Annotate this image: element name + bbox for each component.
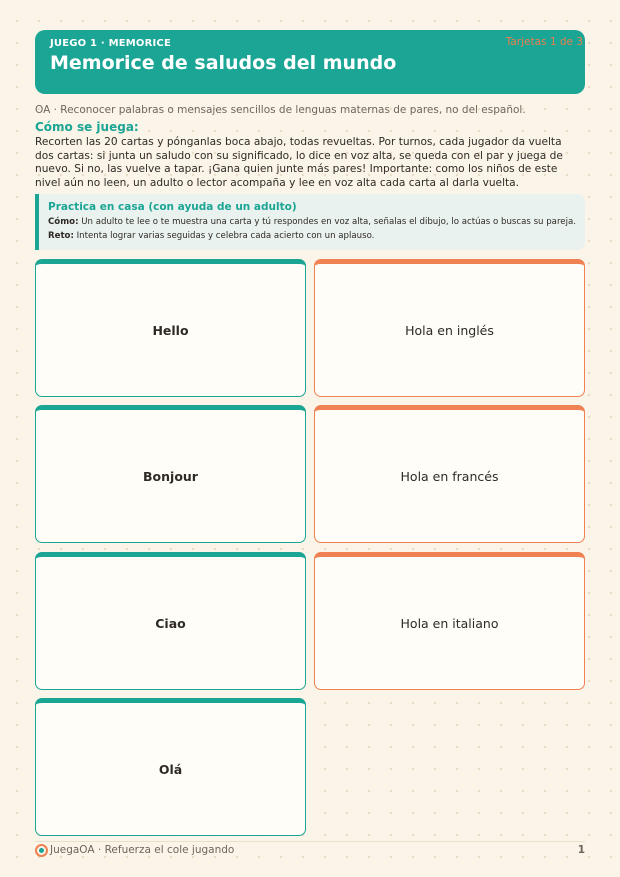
page-title: Memorice de saludos del mundo [50, 52, 397, 74]
practice-challenge-label: Reto: [48, 231, 74, 241]
card-word[interactable]: Bonjour [35, 405, 306, 543]
howto-body: Recorten las 20 cartas y pónganlas boca abajo, todas revueltas. Por turnos, cada jugador da vuelta dos cartas: si junta un saludo con su significado, lo dice en voz alta, se queda con el par y juega de nuevo. Si no, las vuelve a tapar. ¡Gana quien junte más pares! Importante: como los niños de este nivel aún no leen, un adulto o lector acompaña y lee en voz alta cada carta al darla vuelta. [35, 136, 563, 189]
page-counter: Tarjetas 1 de 3 [505, 36, 583, 48]
card-meaning[interactable]: Hola en francés [314, 405, 585, 543]
practice-box [35, 194, 585, 250]
practice-challenge-text: Intenta lograr varias seguidas y celebra cada acierto con un aplauso. [76, 231, 375, 241]
learning-objective: OA · Reconocer palabras o mensajes sencillos de lenguas maternas de pares, no del español. [35, 104, 526, 116]
practice-how-label: Cómo: [48, 217, 79, 227]
practice-challenge [48, 231, 575, 241]
practice-how [48, 217, 575, 227]
brand-logo-icon [35, 844, 48, 857]
card-meaning[interactable]: Hola en inglés [314, 259, 585, 397]
footer-page-number: 1 [577, 844, 585, 856]
footer-brand: JuegaOA · Refuerza el cole jugando [50, 844, 235, 856]
card-word[interactable]: Hello [35, 259, 306, 397]
card-meaning[interactable]: Hola en italiano [314, 552, 585, 690]
practice-how-text: Un adulto te lee o te muestra una carta y tú respondes en voz alta, señalas el dibujo, lo actúas o buscas su pareja. [81, 217, 576, 227]
card-word[interactable]: Olá [35, 698, 306, 836]
practice-title: Practica en casa (con ayuda de un adulto) [48, 201, 297, 213]
game-tag: JUEGO 1 · MEMORICE [50, 38, 172, 49]
howto-title: Cómo se juega: [35, 120, 139, 134]
card-word[interactable]: Ciao [35, 552, 306, 690]
header-banner [35, 30, 585, 94]
footer-divider [35, 841, 585, 842]
